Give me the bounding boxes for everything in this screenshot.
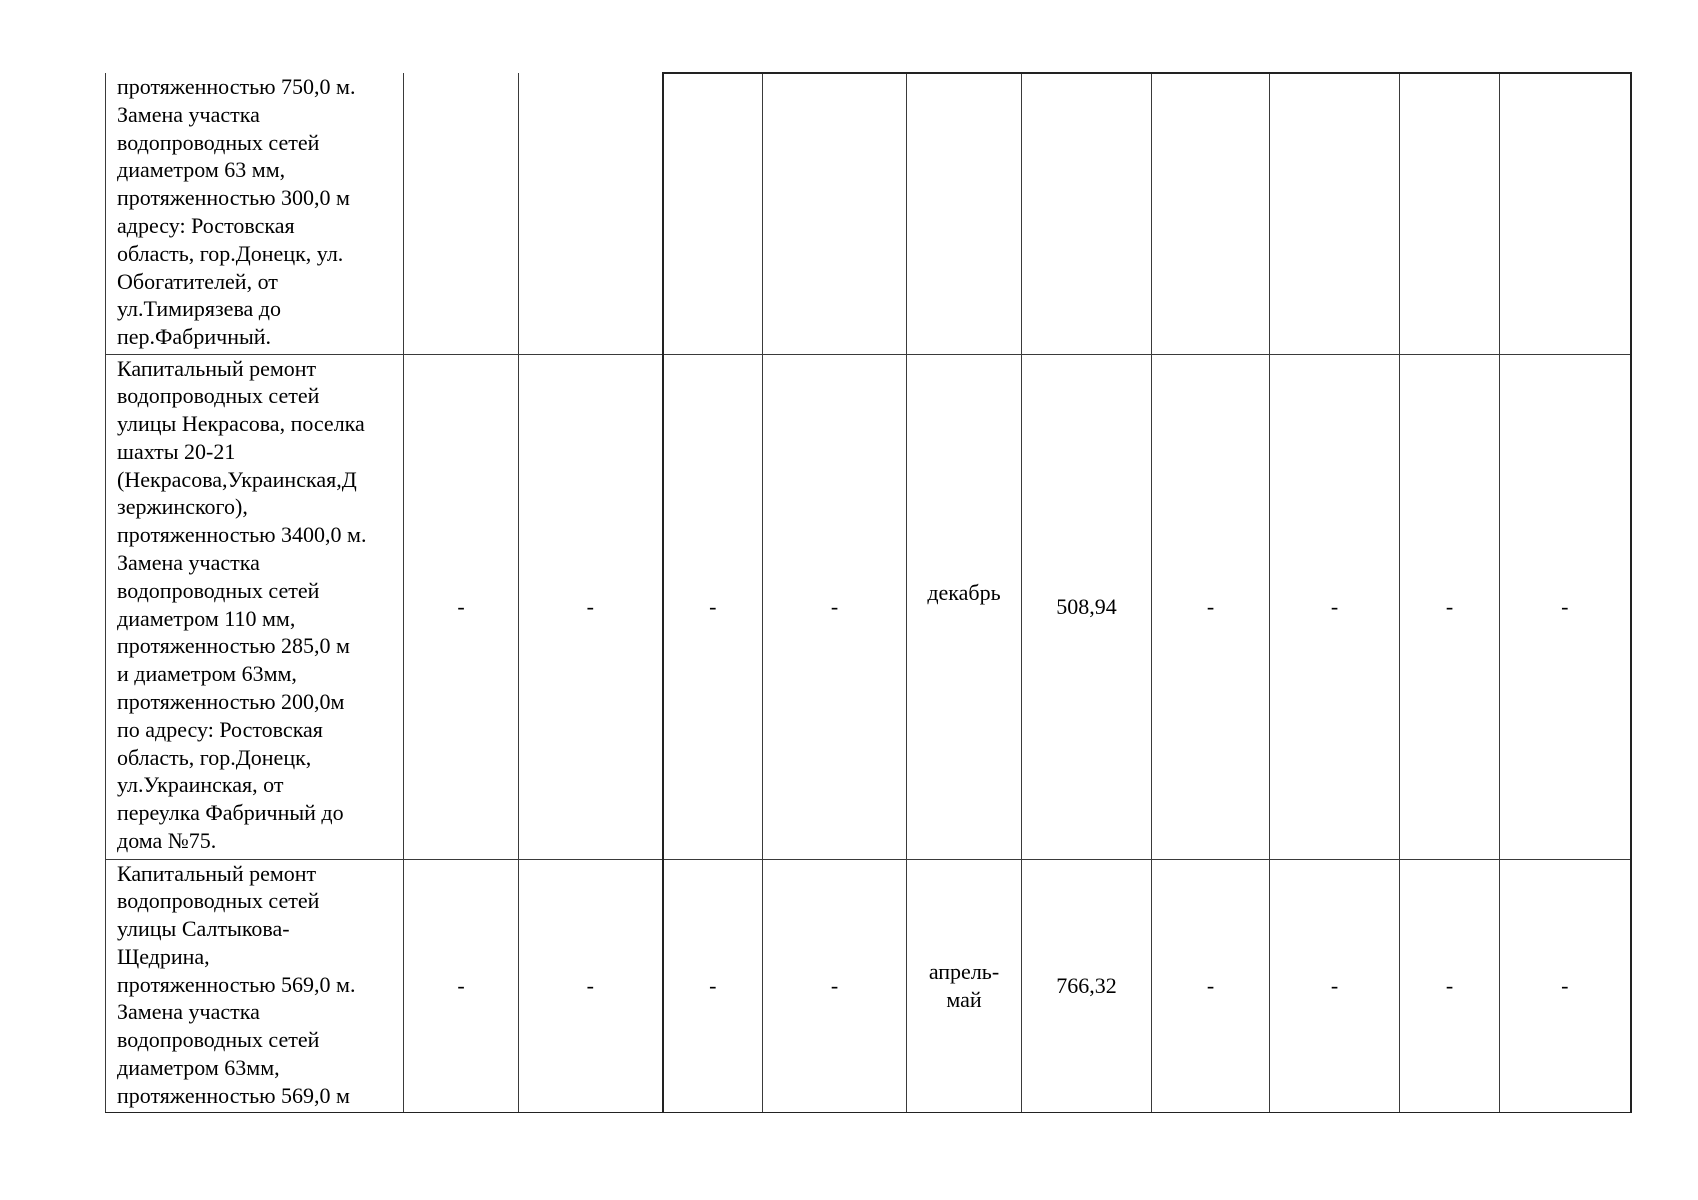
table-cell <box>907 73 1022 354</box>
table-cell: - <box>519 354 663 859</box>
table-cell: - <box>763 354 907 859</box>
table-cell: - <box>663 354 763 859</box>
table-cell: - <box>404 859 519 1112</box>
table-cell <box>763 73 907 354</box>
table-cell: - <box>404 354 519 859</box>
period-cell <box>907 859 1022 1112</box>
table-row <box>106 73 1631 354</box>
works-table <box>105 72 1632 1113</box>
table-cell <box>1022 73 1152 354</box>
table-cell <box>1400 73 1500 354</box>
table-cell: - <box>1270 354 1400 859</box>
table-row <box>106 354 1631 859</box>
table-cell <box>519 73 663 354</box>
table-cell: - <box>519 859 663 1112</box>
table-cell: - <box>1400 354 1500 859</box>
table-row <box>106 859 1631 1112</box>
table-cell <box>1500 73 1631 354</box>
period-text: апрель- май <box>928 958 1000 1012</box>
table-cell <box>663 73 763 354</box>
work-description-cell: Капитальный ремонт водопроводных сетей улицы Салтыкова- Щедрина, протяженностью 569,0 м. Замена участка водопроводных сетей диаметром 63мм, протяженностью 569,0 м <box>106 859 404 1112</box>
table-cell <box>404 73 519 354</box>
period-cell <box>907 354 1022 859</box>
work-description-cell: протяженностью 750,0 м. Замена участка водопроводных сетей диаметром 63 мм, протяженностью 300,0 м адресу: Ростовская область, гор.Донецк, ул. Обогатителей, от ул.Тимирязева до пер.Фабричный. <box>106 73 404 354</box>
amount-cell: 508,94 <box>1022 354 1152 859</box>
table-cell <box>1152 73 1270 354</box>
table-cell: - <box>763 859 907 1112</box>
table-cell: - <box>1270 859 1400 1112</box>
work-description-cell: Капитальный ремонт водопроводных сетей улицы Некрасова, поселка шахты 20-21 (Некрасова,Украинская,Д зержинского), протяженностью 3400,0 м. Замена участка водопроводных сетей диаметром 110 мм, протяженностью 285,0 м и диаметром 63мм, протяженностью 200,0м по адресу: Ростовская область, гор.Донецк, ул.Украинская, от переулка Фабричный до дома №75. <box>106 354 404 859</box>
amount-cell: 766,32 <box>1022 859 1152 1112</box>
table-cell <box>1270 73 1400 354</box>
period-text: декабрь <box>927 579 1001 605</box>
table-cell: - <box>1500 859 1631 1112</box>
table-cell: - <box>1500 354 1631 859</box>
table-cell: - <box>1152 354 1270 859</box>
table-cell: - <box>663 859 763 1112</box>
table-cell: - <box>1400 859 1500 1112</box>
table-cell: - <box>1152 859 1270 1112</box>
